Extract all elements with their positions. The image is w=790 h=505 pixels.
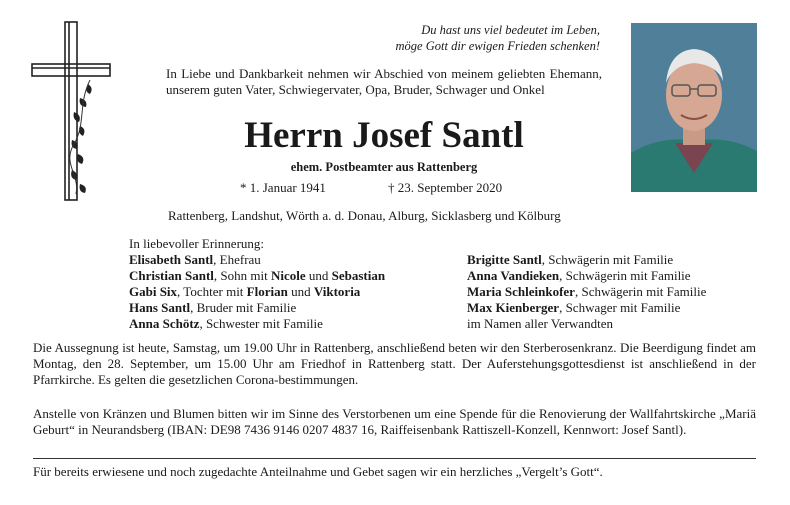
mourner-item: Elisabeth Santl, Ehefrau	[129, 252, 261, 267]
mourners-right-list	[467, 252, 706, 332]
death-date: † 23. September 2020	[388, 180, 503, 195]
portrait-photo	[631, 23, 757, 192]
funeral-details-paragraph: Die Aussegnung ist heute, Samstag, um 19.00 Uhr in Rattenberg, anschließend beten wir den Sterberosenkranz. Die Beerdigung findet am Montag, den 28. September, um 15.00 Uhr am Friedhof in Rattenberg statt. Der Auferstehungsgottesdienst ist anschließend in der Pfarrkirche. Es gelten die gesetzlichen Corona-bestimmungen.	[33, 340, 756, 387]
mourner-item: Christian Santl, Sohn mit Nicole und Sebastian	[129, 268, 386, 283]
mourner-item: Brigitte Santl, Schwägerin mit Familie	[467, 252, 674, 267]
mourners-left-list	[129, 252, 385, 332]
portrait-illustration	[631, 23, 757, 192]
divider	[33, 458, 756, 459]
mourner-item: Maria Schleinkofer, Schwägerin mit Familie	[467, 284, 707, 299]
deceased-profession: ehem. Postbeamter aus Rattenberg	[290, 160, 478, 174]
mourner-item: Hans Santl, Bruder mit Familie	[129, 300, 297, 315]
memory-label: In liebevoller Erinnerung:	[129, 236, 265, 251]
deceased-name: Herrn Josef Santl	[244, 115, 524, 156]
thanks-line: Für bereits erwiesene und noch zugedachte Anteilnahme und Gebet sagen wir ein herzliches „Vergelt’s Gott“.	[33, 464, 603, 479]
intro-text: In Liebe und Dankbarkeit nehmen wir Abschied von meinem geliebten Ehemann, unserem guten Vater, Schwiegervater, Opa, Bruder, Schwager und Onkel	[166, 66, 602, 97]
quote-line-2: möge Gott dir ewigen Frieden schenken!	[395, 39, 600, 53]
mourner-item: Anna Vandieken, Schwägerin mit Familie	[467, 268, 691, 283]
birth-date: * 1. Januar 1941	[240, 180, 326, 195]
places-line: Rattenberg, Landshut, Wörth a. d. Donau, Alburg, Sicklasberg und Kölburg	[168, 208, 561, 223]
cross-with-ivy-icon	[18, 14, 118, 204]
mourner-item: im Namen aller Verwandten	[467, 316, 613, 331]
mourner-item: Gabi Six, Tochter mit Florian und Viktoria	[129, 284, 361, 299]
memorial-quote	[340, 22, 600, 54]
mourner-item: Anna Schötz, Schwester mit Familie	[129, 316, 323, 331]
mourner-item: Max Kienberger, Schwager mit Familie	[467, 300, 681, 315]
donation-paragraph: Anstelle von Kränzen und Blumen bitten wir im Sinne des Verstorbenen um eine Spende für die Renovierung der Wallfahrtskirche „Mariä Geburt“ in Neurandsberg (IBAN: DE98 7436 9146 0207 4837 16, Raiffeisenbank Rattiszell-Konzell, Kennwort: Josef Santl).	[33, 406, 756, 437]
quote-line-1: Du hast uns viel bedeutet im Leben,	[421, 23, 600, 37]
